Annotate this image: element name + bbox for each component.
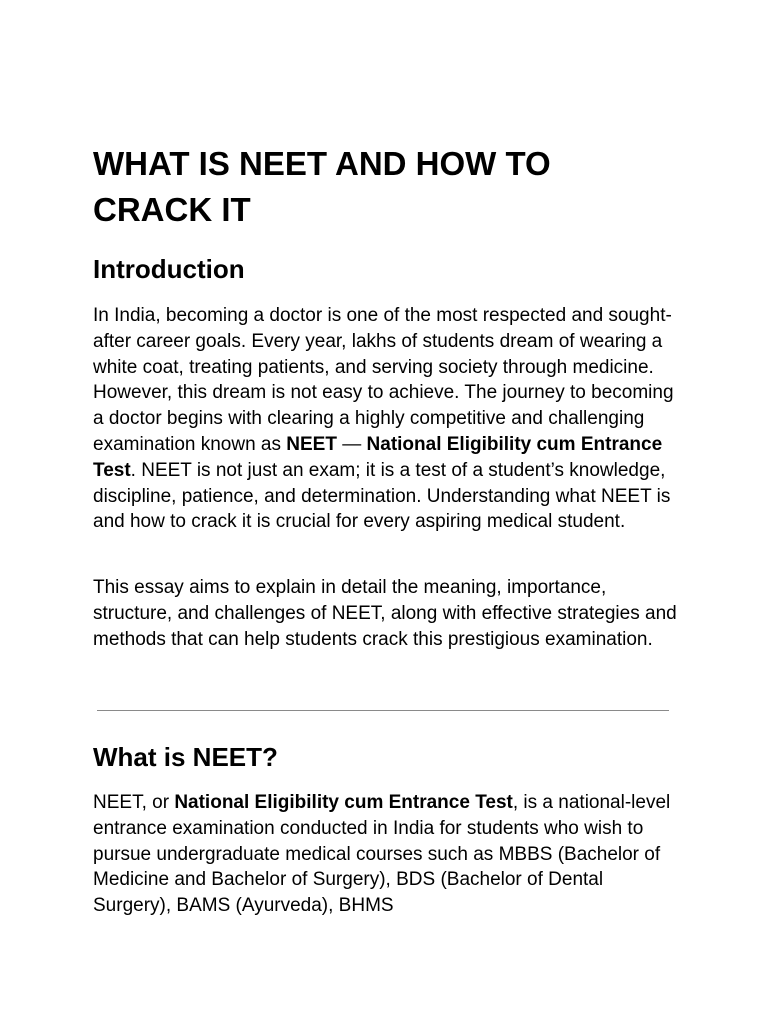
text-segment: NEET, or xyxy=(93,792,175,813)
text-segment: — xyxy=(336,433,367,455)
bold-term-neet: NEET xyxy=(286,433,337,455)
text-segment: In India, becoming a doctor is one of the most respected and sought-after career goals. Every year, lakhs of students dream of wearing a white coat, treating patients, and serving society through medicine. However, this dream is not easy to achieve. The journey to becoming a doctor begins with clearing a highly competitive and challenging examination known as xyxy=(93,305,674,455)
text-segment: , is a national-level entrance examination conducted in India for students who wish to pursue undergraduate medical courses such as MBBS (Bachelor of Medicine and Bachelor of Surgery), BDS (Bachelor of Dental Surgery), BAMS (Ayurveda), BHMS xyxy=(93,792,671,917)
bold-term-full-name: National Eligibility cum Entrance Test xyxy=(93,433,663,481)
text-segment: . NEET is not just an exam; it is a test of a student’s knowledge, discipline, patience, and determination. Understanding what NEET is and how to crack it is crucial for every aspiring medical student. xyxy=(93,459,671,533)
section-heading-introduction: Introduction xyxy=(93,254,245,284)
text-segment: This essay aims to explain in detail the meaning, importance, structure, and challenges of NEET, along with effective strategies and methods that can help students crack this prestigious examination. xyxy=(93,577,677,650)
document-title: WHAT IS NEET AND HOW TO CRACK IT xyxy=(93,145,551,228)
what-is-neet-paragraph-1 xyxy=(93,790,678,919)
intro-paragraph-2 xyxy=(93,575,678,652)
section-divider xyxy=(97,710,669,711)
bold-term-full-name: National Eligibility cum Entrance Test xyxy=(174,792,513,813)
intro-paragraph-1 xyxy=(93,303,678,535)
section-heading-what-is-neet: What is NEET? xyxy=(93,742,278,772)
